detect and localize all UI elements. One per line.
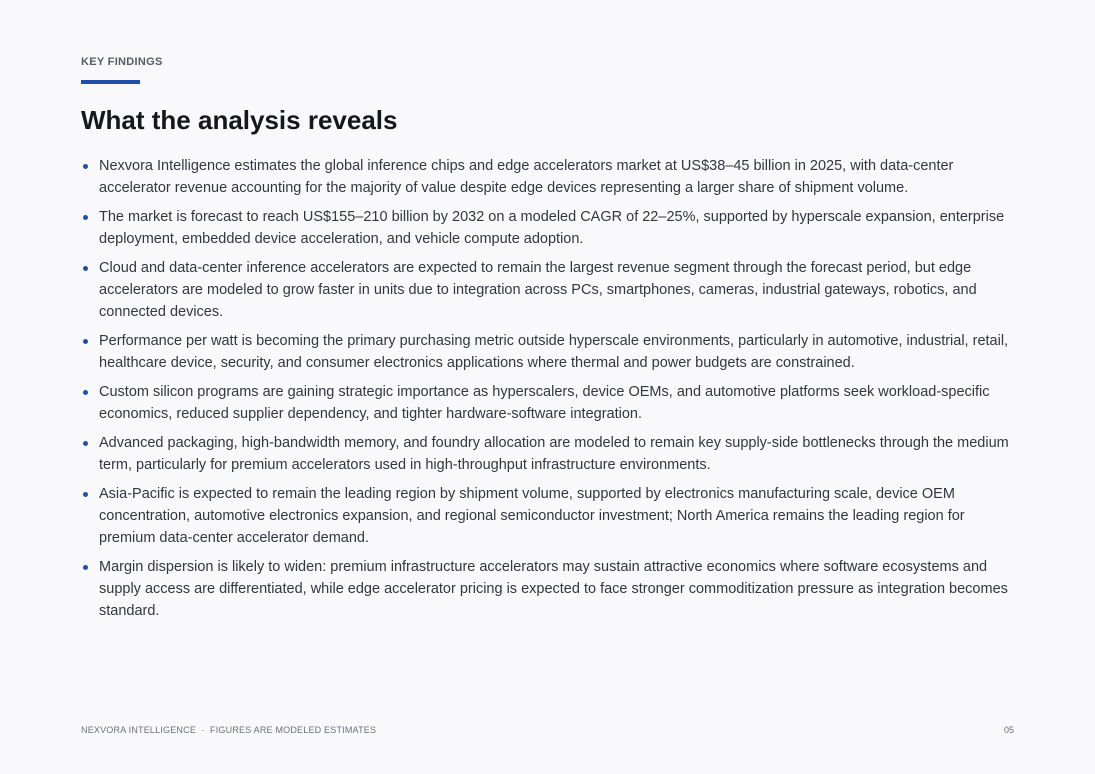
bullet-icon: [83, 215, 88, 220]
finding-text: Advanced packaging, high-bandwidth memory, and foundry allocation are modeled to remain key supply-side bottlenecks through the medium term, particularly for premium accelerators used in high-throughput infrastructure environments.: [99, 435, 1009, 473]
bullet-icon: [83, 390, 88, 395]
finding-item: [81, 155, 1011, 199]
finding-item: [81, 330, 1011, 374]
footer-source-note: NEXVORA INTELLIGENCE · FIGURES ARE MODELED ESTIMATES: [81, 725, 377, 735]
finding-item: [81, 483, 1011, 549]
bullet-icon: [83, 266, 88, 271]
finding-text: Performance per watt is becoming the primary purchasing metric outside hyperscale environments, particularly in automotive, industrial, retail, healthcare device, security, and consumer electronics applications where thermal and power budgets are constrained.: [99, 333, 1009, 371]
finding-text: The market is forecast to reach US$155–210 billion by 2032 on a modeled CAGR of 22–25%, supported by hyperscale expansion, enterprise deployment, embedded device acceleration, and vehicle compute adoption.: [99, 209, 1005, 247]
finding-text: Asia-Pacific is expected to remain the leading region by shipment volume, supported by electronics manufacturing scale, device OEM concentration, automotive electronics expansion, and regional semiconductor investment; North America remains the leading region for premium data-center accelerator demand.: [99, 486, 965, 546]
bullet-icon: [83, 339, 88, 344]
bullet-icon: [83, 164, 88, 169]
finding-text: Custom silicon programs are gaining strategic importance as hyperscalers, device OEMs, and automotive platforms seek workload-specific economics, reduced supplier dependency, and tighter hardware-software integration.: [99, 384, 990, 422]
finding-item: [81, 556, 1011, 622]
finding-text: Nexvora Intelligence estimates the global inference chips and edge accelerators market at US$38–45 billion in 2025, with data-center accelerator revenue accounting for the majority of value despite edge devices representing a larger share of shipment volume.: [99, 158, 954, 196]
page-title: What the analysis reveals: [81, 105, 398, 135]
findings-list: [81, 155, 1011, 629]
accent-bar: [81, 80, 140, 84]
page-number: 05: [1003, 725, 1014, 735]
finding-text: Margin dispersion is likely to widen: premium infrastructure accelerators may sustain attractive economics where software ecosystems and supply access are differentiated, while edge accelerator pricing is expected to face stronger commoditization pressure as integration becomes standard.: [99, 559, 1008, 619]
finding-item: [81, 257, 1011, 323]
bullet-icon: [83, 492, 88, 497]
finding-item: [81, 381, 1011, 425]
bullet-icon: [83, 565, 88, 570]
finding-item: [81, 432, 1011, 476]
bullet-icon: [83, 441, 88, 446]
finding-text: Cloud and data-center inference accelerators are expected to remain the largest revenue segment through the forecast period, but edge accelerators are modeled to grow faster in units due to integration across PCs, smartphones, cameras, industrial gateways, robotics, and connected devices.: [99, 260, 977, 320]
section-label: KEY FINDINGS: [81, 56, 163, 68]
finding-item: [81, 206, 1011, 250]
